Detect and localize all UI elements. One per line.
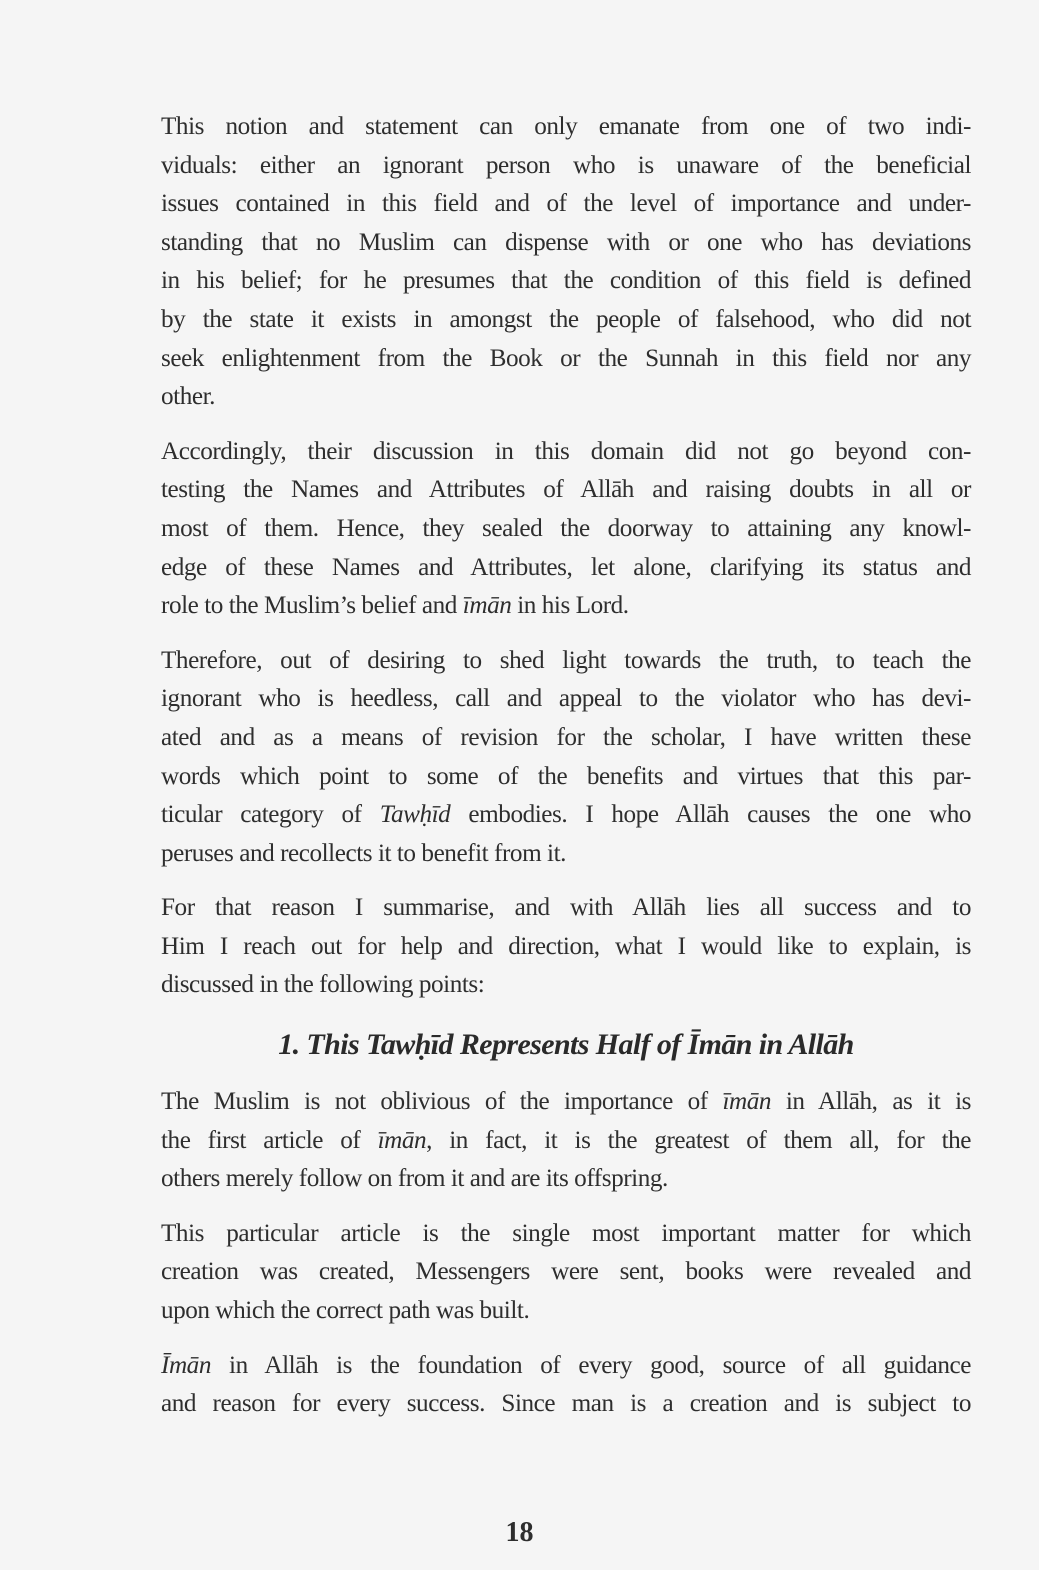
text-line: This particular article is the single most important matter for which: [161, 1219, 971, 1247]
text-line: The Muslim is not oblivious of the importance of īmān in Allāh, as it is: [161, 1088, 971, 1116]
italic-term: īmān: [462, 592, 512, 620]
text-line: ignorant who is heedless, call and appeal to the violator who has devi-: [161, 685, 971, 713]
text-line: For that reason I summarise, and with Allāh lies all success and to: [161, 894, 971, 922]
text-line: seek enlightenment from the Book or the Sunnah in this field nor any: [161, 344, 971, 372]
italic-term: īmān: [377, 1126, 427, 1154]
text-line: in his belief; for he presumes that the condition of this field is defined: [161, 267, 971, 295]
text-line: words which point to some of the benefits and virtues that this par-: [161, 762, 971, 790]
text-line: ticular category of Tawḥīd embodies. I hope Allāh causes the one who: [161, 801, 971, 829]
paragraph: [161, 1347, 971, 1424]
paragraphs-after-heading: [161, 1083, 971, 1424]
text-line: peruses and recollects it to benefit from it.: [161, 839, 566, 867]
page-number: 18: [505, 1517, 534, 1548]
text-line: This notion and statement can only emanate from one of two indi-: [161, 113, 971, 140]
text-line: creation was created, Messengers were sent, books were revealed and: [161, 1258, 971, 1286]
text-line: testing the Names and Attributes of Allāh and raising doubts in all or: [161, 476, 971, 504]
text-line: ated and as a means of revision for the scholar, I have written these: [161, 723, 971, 751]
italic-term: īmān: [722, 1088, 772, 1116]
text-line: and reason for every success. Since man is a creation and is subject to: [161, 1390, 971, 1418]
text-line: Īmān in Allāh is the foundation of every good, source of all guidance: [161, 1351, 971, 1379]
italic-term: Tawḥīd: [379, 801, 451, 829]
text-line: standing that no Muslim can dispense with or one who has deviations: [161, 228, 971, 256]
text-line: the first article of īmān, in fact, it is the greatest of them all, for the: [161, 1126, 971, 1154]
paragraph: [161, 1215, 971, 1331]
text-line: issues contained in this field and of the level of importance and under-: [161, 190, 971, 218]
book-page-body: [161, 108, 971, 1440]
text-line: viduals: either an ignorant person who is unaware of the beneficial: [161, 151, 971, 179]
paragraph: [161, 433, 971, 626]
paragraph: [161, 1083, 971, 1199]
paragraphs-before-heading: [161, 108, 971, 1005]
paragraph: [161, 642, 971, 874]
text-line: by the state it exists in amongst the people of falsehood, who did not: [161, 305, 971, 333]
text-line: Therefore, out of desiring to shed light towards the truth, to teach the: [161, 646, 971, 674]
paragraph: [161, 889, 971, 1005]
text-line: others merely follow on from it and are its offspring.: [161, 1165, 668, 1193]
section-heading: 1. This Tawḥīd Represents Half of Īmān in Allāh: [278, 1028, 854, 1062]
text-line: discussed in the following points:: [161, 971, 485, 999]
text-line: upon which the correct path was built.: [161, 1297, 530, 1325]
paragraph: [161, 108, 971, 417]
text-line: role to the Muslim’s belief and īmān in his Lord.: [161, 592, 629, 620]
text-line: most of them. Hence, they sealed the doorway to attaining any knowl-: [161, 514, 971, 542]
text-line: Him I reach out for help and direction, what I would like to explain, is: [161, 932, 971, 960]
text-line: other.: [161, 383, 215, 411]
italic-term: Īmān: [161, 1351, 211, 1379]
text-line: edge of these Names and Attributes, let alone, clarifying its status and: [161, 553, 971, 581]
text-line: Accordingly, their discussion in this domain did not go beyond con-: [161, 437, 971, 465]
